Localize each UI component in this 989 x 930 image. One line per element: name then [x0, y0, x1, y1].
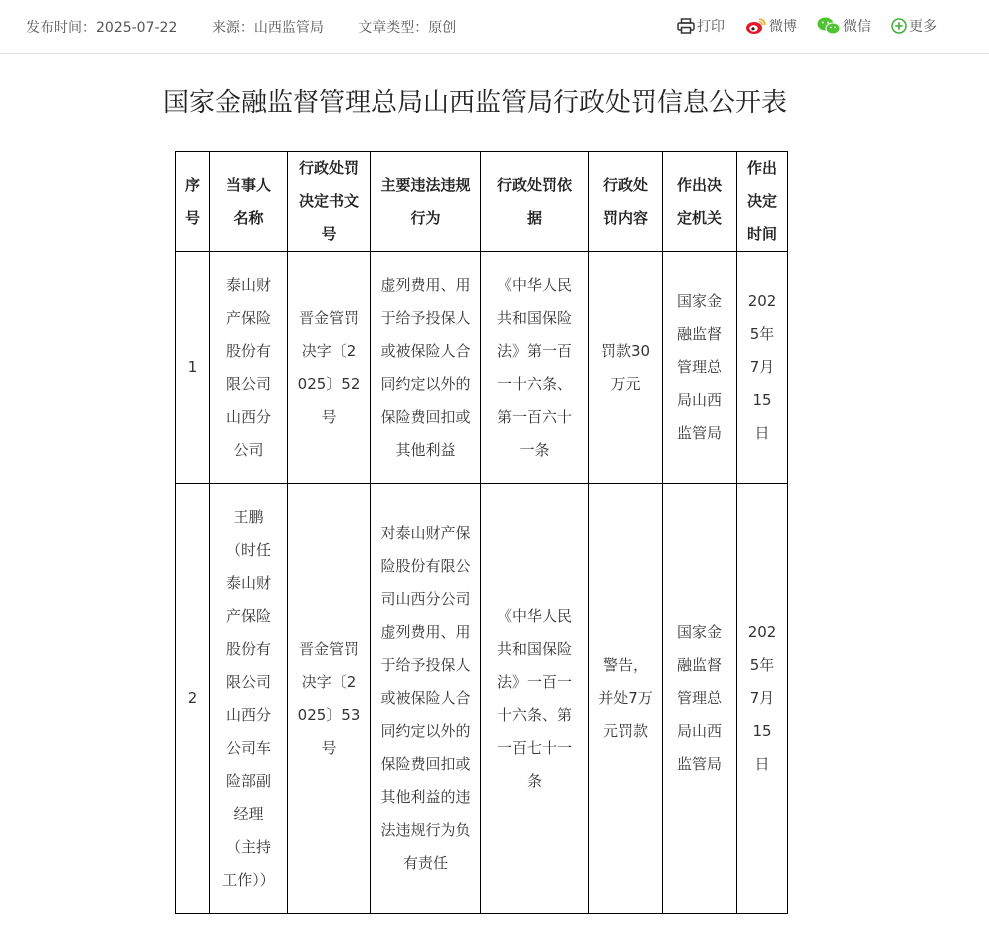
- publish-time: [26, 20, 177, 36]
- plus-circle-icon: [891, 18, 907, 34]
- article-source: [212, 20, 324, 36]
- cell-authority: 国家金融监督管理总局山西监管局: [663, 252, 737, 484]
- table-row: [176, 484, 788, 914]
- cell-date: 2025年7月15日: [737, 484, 788, 914]
- header-no: 序号: [176, 152, 210, 252]
- wechat-share-button[interactable]: [817, 16, 871, 36]
- share-toolbar: [657, 16, 937, 36]
- header-basis: 行政处罚依据: [481, 152, 589, 252]
- table-row: [176, 252, 788, 484]
- source-value: 山西监管局: [253, 20, 324, 36]
- publish-time-value: 2025-07-22: [96, 20, 178, 36]
- cell-violation: 虚列费用、用于给予投保人或被保险人合同约定以外的保险费回扣或其他利益: [371, 252, 481, 484]
- cell-party: 泰山财产保险股份有限公司山西分公司: [210, 252, 288, 484]
- print-label: 打印: [697, 19, 725, 35]
- article-type: [358, 20, 456, 36]
- cell-doc-no: 晋金管罚决字〔2025〕52号: [288, 252, 371, 484]
- source-label: 来源：: [211, 20, 254, 36]
- weibo-icon: [745, 17, 767, 35]
- page-title: 国家金融监督管理总局山西监管局行政处罚信息公开表: [162, 88, 787, 118]
- cell-date: 2025年7月15日: [737, 252, 788, 484]
- header-violation: 主要违法违规行为: [371, 152, 481, 252]
- more-label: 更多: [909, 19, 937, 35]
- cell-basis: 《中华人民共和国保险法》第一百一十六条、第一百六十一条: [481, 252, 589, 484]
- wechat-icon: [817, 17, 841, 35]
- type-label: 文章类型：: [358, 20, 429, 36]
- header-penalty: 行政处罚内容: [589, 152, 663, 252]
- header-authority: 作出决定机关: [663, 152, 737, 252]
- cell-basis: 《中华人民共和国保险法》一百一十六条、第一百七十一条: [481, 484, 589, 914]
- header-date: 作出决定时间: [737, 152, 788, 252]
- printer-icon: [677, 18, 695, 34]
- cell-violation: 对泰山财产保险股份有限公司山西分公司虚列费用、用于给予投保人或被保险人合同约定以外的保险费回扣或其他利益的违法违规行为负有责任: [371, 484, 481, 914]
- print-button[interactable]: [677, 16, 725, 36]
- cell-no: 2: [176, 484, 210, 914]
- type-value: 原创: [428, 20, 457, 36]
- article-meta-bar: [0, 0, 989, 54]
- publish-time-label: 发布时间：: [26, 20, 96, 36]
- table-header-row: [176, 152, 788, 252]
- article-meta-info: [26, 17, 486, 37]
- header-doc-no: 行政处罚决定书文号: [288, 152, 371, 252]
- more-share-button[interactable]: [891, 16, 937, 36]
- cell-party: 王鹏（时任泰山财产保险股份有限公司山西分公司车险部副经理（主持工作））: [210, 484, 288, 914]
- cell-penalty: 警告，并处7万元罚款: [589, 484, 663, 914]
- wechat-label: 微信: [843, 19, 871, 35]
- penalty-info-table: [175, 151, 788, 914]
- cell-no: 1: [176, 252, 210, 484]
- weibo-label: 微博: [769, 19, 797, 35]
- header-party: 当事人名称: [210, 152, 288, 252]
- cell-authority: 国家金融监督管理总局山西监管局: [663, 484, 737, 914]
- weibo-share-button[interactable]: [745, 16, 797, 36]
- cell-doc-no: 晋金管罚决字〔2025〕53号: [288, 484, 371, 914]
- cell-penalty: 罚款30万元: [589, 252, 663, 484]
